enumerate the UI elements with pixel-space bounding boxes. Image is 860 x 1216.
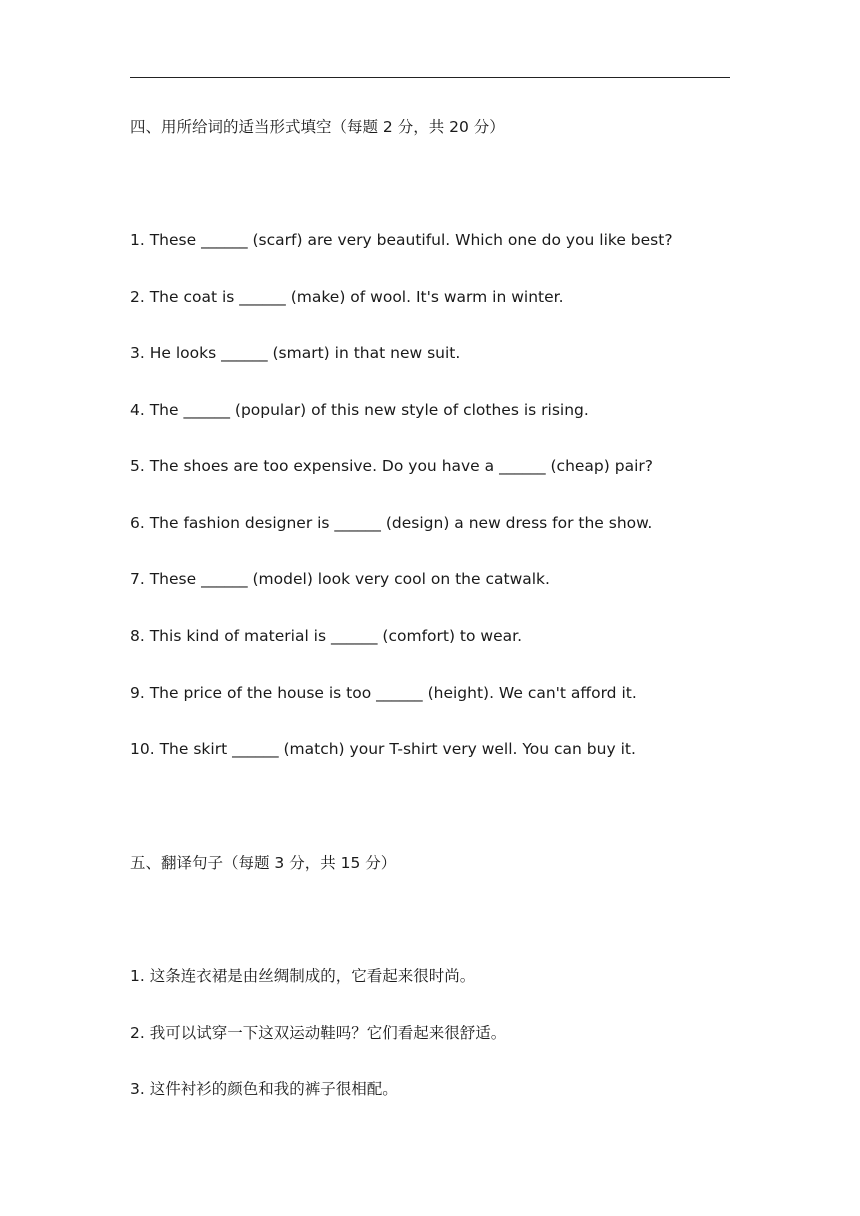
fill-in-item-2: 2. The coat is ______ (make) of wool. It's warm in winter. <box>130 288 564 306</box>
fill-in-item-8: 8. This kind of material is ______ (comfort) to wear. <box>130 627 523 645</box>
fill-in-item-3: 3. He looks ______ (smart) in that new suit. <box>130 344 461 362</box>
fill-in-item-9: 9. The price of the house is too ______ (height). We can't afford it. <box>130 684 637 702</box>
translation-item-2: 2. 我可以试穿一下这双运动鞋吗？它们看起来很舒适。 <box>130 1024 507 1042</box>
section-5-heading: 五、翻译句子（每题 3 分，共 15 分） <box>130 854 397 872</box>
fill-in-item-10: 10. The skirt ______ (match) your T-shirt very well. You can buy it. <box>130 740 636 758</box>
fill-in-item-6: 6. The fashion designer is ______ (design) a new dress for the show. <box>130 514 653 532</box>
fill-in-item-7: 7. These ______ (model) look very cool on the catwalk. <box>130 570 550 588</box>
fill-in-item-5: 5. The shoes are too expensive. Do you have a ______ (cheap) pair? <box>130 457 653 475</box>
fill-in-item-4: 4. The ______ (popular) of this new style of clothes is rising. <box>130 401 589 419</box>
header-rule <box>130 77 730 78</box>
translation-item-3: 3. 这件衬衫的颜色和我的裤子很相配。 <box>130 1080 398 1098</box>
translation-item-1: 1. 这条连衣裙是由丝绸制成的，它看起来很时尚。 <box>130 967 476 985</box>
fill-in-item-1: 1. These ______ (scarf) are very beautiful. Which one do you like best? <box>130 231 673 249</box>
section-4-heading: 四、用所给词的适当形式填空（每题 2 分，共 20 分） <box>130 118 505 136</box>
